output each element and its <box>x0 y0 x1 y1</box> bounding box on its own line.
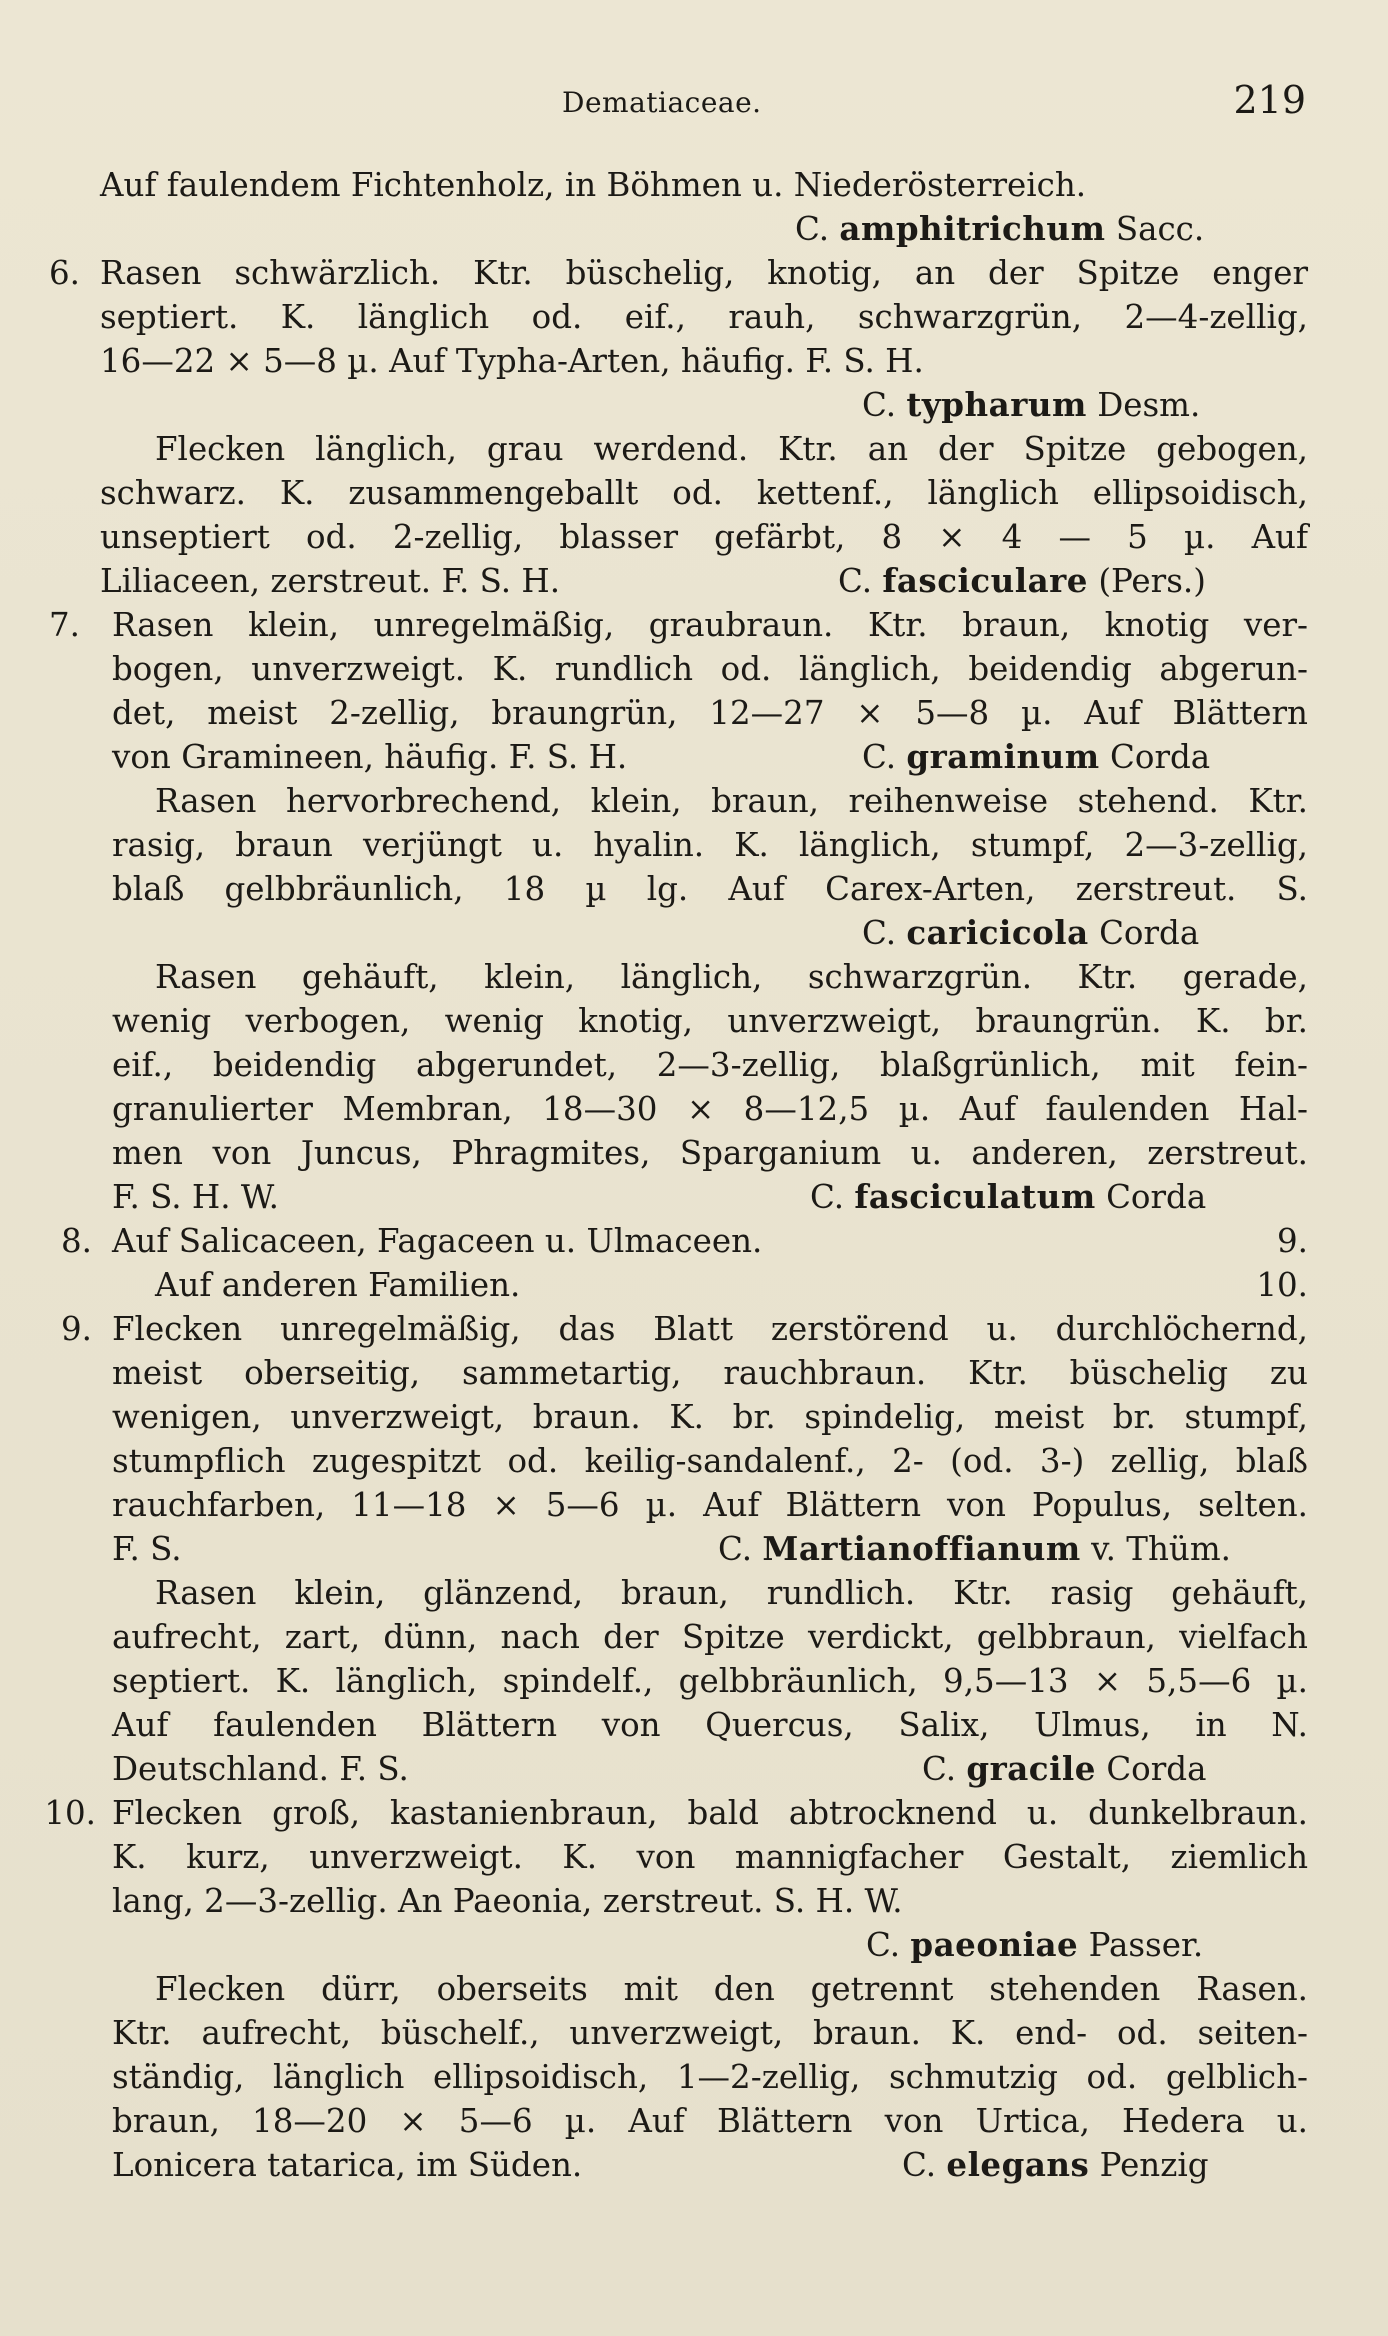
species-author: Corda <box>1099 914 1200 952</box>
species-name <box>862 735 1210 779</box>
text-line: stumpflich zugespitzt od. keilig-sandalenf., 2- (od. 3-) zellig, blaß <box>112 1442 1308 1480</box>
text-line: F. S. <box>112 1530 182 1568</box>
key-number: 6. <box>48 254 80 292</box>
species-author: v. Thüm. <box>1091 1530 1231 1568</box>
text-line: braun, 18—20 × 5—6 µ. Auf Blättern von Urtica, Hedera u. <box>112 2102 1308 2140</box>
text-line: Flecken länglich, grau werdend. Ktr. an der Spitze gebogen, <box>155 430 1308 468</box>
text-line: von Gramineen, häufig. F. S. H. <box>112 738 628 776</box>
genus-abbrev: C. <box>902 2146 937 2184</box>
species-epithet: gracile <box>966 1749 1096 1788</box>
genus-abbrev: C. <box>838 562 873 600</box>
text-line: lang, 2—3-zellig. An Paeonia, zerstreut. S. H. W. <box>112 1882 903 1920</box>
text-line: unseptiert od. 2-zellig, blasser gefärbt, 8 × 4 — 5 µ. Auf <box>100 518 1308 556</box>
species-name <box>862 383 1200 427</box>
text-line: meist oberseitig, sammetartig, rauchbraun. Ktr. büschelig zu <box>112 1354 1308 1392</box>
text-line: K. kurz, unverzweigt. K. von mannigfacher Gestalt, ziemlich <box>112 1838 1308 1876</box>
species-name <box>866 1923 1203 1967</box>
genus-abbrev: C. <box>862 386 897 424</box>
species-epithet: fasciculare <box>882 561 1088 600</box>
text-line: Rasen hervorbrechend, klein, braun, reihenweise stehend. Ktr. <box>155 782 1308 820</box>
text-line: Liliaceen, zerstreut. F. S. H. <box>100 562 561 600</box>
species-author: Corda <box>1106 1750 1207 1788</box>
text-line: granulierter Membran, 18—30 × 8—12,5 µ. Auf faulenden Hal- <box>112 1090 1308 1128</box>
page-header <box>0 78 1388 128</box>
species-author: (Pers.) <box>1098 562 1206 600</box>
species-epithet: fasciculatum <box>854 1177 1096 1216</box>
text-line: det, meist 2-zellig, braungrün, 12—27 × 5—8 µ. Auf Blättern <box>112 694 1308 732</box>
text-line: blaß gelbbräunlich, 18 µ lg. Auf Carex-Arten, zerstreut. S. <box>112 870 1308 908</box>
text-line: Rasen schwärzlich. Ktr. büschelig, knotig, an der Spitze enger <box>100 254 1308 292</box>
text-line: Auf faulenden Blättern von Quercus, Salix, Ulmus, in N. <box>112 1706 1308 1744</box>
text-line: ständig, länglich ellipsoidisch, 1—2-zellig, schmutzig od. gelblich- <box>112 2058 1308 2096</box>
text-line: Flecken dürr, oberseits mit den getrennt stehenden Rasen. <box>155 1970 1308 2008</box>
genus-abbrev: C. <box>866 1926 901 1964</box>
species-name <box>922 1747 1206 1791</box>
text-line: Ktr. aufrecht, büschelf., unverzweigt, braun. K. end- od. seiten- <box>112 2014 1308 2052</box>
text-line: Deutschland. F. S. <box>112 1750 409 1788</box>
running-title: Dematiaceae. <box>562 86 762 119</box>
species-epithet: Martianoffianum <box>762 1529 1081 1568</box>
key-reference: 9. <box>1276 1222 1308 1260</box>
species-author: Penzig <box>1099 2146 1209 2184</box>
species-author: Passer. <box>1088 1926 1204 1964</box>
genus-abbrev: C. <box>718 1530 753 1568</box>
text-line: Auf anderen Familien. <box>155 1266 521 1304</box>
text-line: bogen, unverzweigt. K. rundlich od. länglich, beidendig abgerun- <box>112 650 1308 688</box>
text-line: eif., beidendig abgerundet, 2—3-zellig, blaßgrünlich, mit fein- <box>112 1046 1308 1084</box>
species-epithet: graminum <box>906 737 1100 776</box>
text-line: F. S. H. W. <box>112 1178 279 1216</box>
species-epithet: amphitrichum <box>839 209 1106 248</box>
genus-abbrev: C. <box>795 210 830 248</box>
species-epithet: typharum <box>906 385 1087 424</box>
page-number: 219 <box>1233 78 1306 122</box>
species-author: Sacc. <box>1115 210 1205 248</box>
species-epithet: paeoniae <box>910 1925 1079 1964</box>
species-name <box>810 1175 1206 1219</box>
genus-abbrev: C. <box>922 1750 957 1788</box>
key-number: 7. <box>48 606 80 644</box>
text-line: wenigen, unverzweigt, braun. K. br. spindelig, meist br. stumpf, <box>112 1398 1308 1436</box>
text-line: wenig verbogen, wenig knotig, unverzweigt, braungrün. K. br. <box>112 1002 1308 1040</box>
text-line: 16—22 × 5—8 µ. Auf Typha-Arten, häufig. F. S. H. <box>100 342 924 380</box>
text-line: Auf Salicaceen, Fagaceen u. Ulmaceen. <box>112 1222 763 1260</box>
species-epithet: caricicola <box>906 913 1089 952</box>
text-line: septiert. K. länglich od. eif., rauh, schwarzgrün, 2—4-zellig, <box>100 298 1308 336</box>
text-line: Rasen klein, glänzend, braun, rundlich. Ktr. rasig gehäuft, <box>155 1574 1308 1612</box>
text-line: schwarz. K. zusammengeballt od. kettenf., länglich ellipsoidisch, <box>100 474 1308 512</box>
text-line: Auf faulendem Fichtenholz, in Böhmen u. Niederösterreich. <box>100 166 1087 204</box>
text-line: rasig, braun verjüngt u. hyalin. K. länglich, stumpf, 2—3-zellig, <box>112 826 1308 864</box>
text-line: Flecken unregelmäßig, das Blatt zerstörend u. durchlöchernd, <box>112 1310 1308 1348</box>
text-line: Lonicera tatarica, im Süden. <box>112 2146 583 2184</box>
text-line: Flecken groß, kastanienbraun, bald abtrocknend u. dunkelbraun. <box>112 1794 1308 1832</box>
text-line: septiert. K. länglich, spindelf., gelbbräunlich, 9,5—13 × 5,5—6 µ. <box>112 1662 1308 1700</box>
key-reference: 10. <box>1256 1266 1308 1304</box>
species-author: Corda <box>1106 1178 1207 1216</box>
text-line: Rasen klein, unregelmäßig, graubraun. Ktr. braun, knotig ver- <box>112 606 1308 644</box>
species-name <box>902 2143 1209 2187</box>
key-number: 9. <box>60 1310 92 1348</box>
species-name <box>838 559 1206 603</box>
genus-abbrev: C. <box>862 914 897 952</box>
species-author: Corda <box>1110 738 1211 776</box>
text-line: rauchfarben, 11—18 × 5—6 µ. Auf Blättern von Populus, selten. <box>112 1486 1308 1524</box>
species-name <box>862 911 1199 955</box>
genus-abbrev: C. <box>862 738 897 776</box>
text-line: Rasen gehäuft, klein, länglich, schwarzgrün. Ktr. gerade, <box>155 958 1308 996</box>
text-line: men von Juncus, Phragmites, Sparganium u. anderen, zerstreut. <box>112 1134 1308 1172</box>
key-number: 8. <box>60 1222 92 1260</box>
key-number: 10. <box>44 1794 96 1832</box>
species-name <box>795 207 1204 251</box>
species-author: Desm. <box>1097 386 1201 424</box>
species-epithet: elegans <box>946 2145 1090 2184</box>
genus-abbrev: C. <box>810 1178 845 1216</box>
species-name <box>718 1527 1231 1571</box>
text-line: aufrecht, zart, dünn, nach der Spitze verdickt, gelbbraun, vielfach <box>112 1618 1308 1656</box>
